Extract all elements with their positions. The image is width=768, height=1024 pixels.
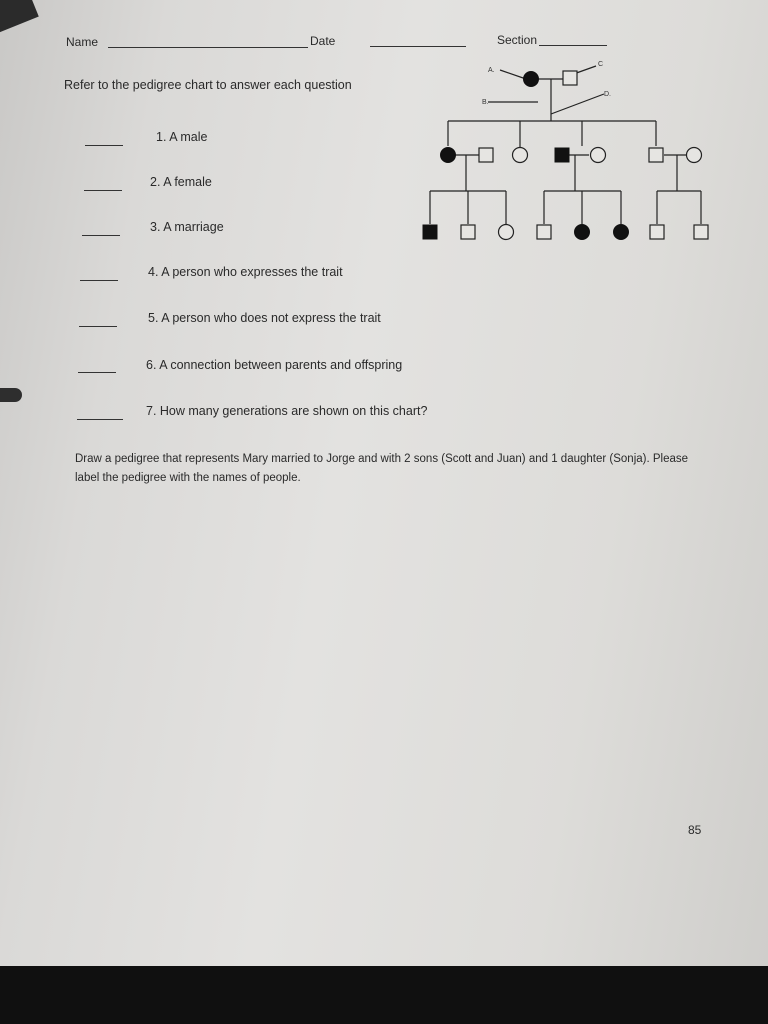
affected-male [423, 225, 437, 239]
label-b: B. [482, 99, 489, 106]
unaffected-female [499, 225, 514, 240]
label-c: C [598, 61, 604, 68]
pointer-line-a [500, 70, 526, 79]
unaffected-male [461, 225, 475, 239]
question-6: 6. A connection between parents and offspring [146, 358, 403, 372]
affected-female [524, 72, 539, 87]
unaffected-male [650, 225, 664, 239]
section-label: Section [497, 33, 538, 47]
unaffected-male [537, 225, 551, 239]
pointer-line-d [551, 94, 604, 114]
label-a: A. [488, 67, 495, 74]
dark-table-surface [0, 966, 768, 1024]
intro-text: Refer to the pedigree chart to answer each question [64, 78, 352, 92]
unaffected-male [479, 148, 493, 162]
question-3: 3. A marriage [150, 220, 224, 234]
date-label: Date [310, 34, 336, 48]
question-7: 7. How many generations are shown on this chart? [146, 404, 428, 418]
affected-female [575, 225, 590, 240]
question-1: 1. A male [156, 130, 208, 144]
page-number: 85 [688, 823, 702, 837]
unaffected-female [513, 148, 528, 163]
name-label: Name [66, 35, 99, 49]
question-2: 2. A female [150, 175, 212, 189]
unaffected-female [687, 148, 702, 163]
question-4: 4. A person who expresses the trait [148, 265, 343, 279]
label-d: D. [604, 91, 611, 98]
question-5: 5. A person who does not express the trait [148, 311, 381, 325]
affected-female [441, 148, 456, 163]
unaffected-male [563, 71, 577, 85]
affected-female [614, 225, 629, 240]
unaffected-female [591, 148, 606, 163]
unaffected-male [649, 148, 663, 162]
affected-male [555, 148, 569, 162]
drawing-instructions: Draw a pedigree that represents Mary married to Jorge and with 2 sons (Scott and Juan) and 1 daughter (Sonja). Please label the pedigree with the names of people. [75, 453, 689, 484]
unaffected-male [694, 225, 708, 239]
